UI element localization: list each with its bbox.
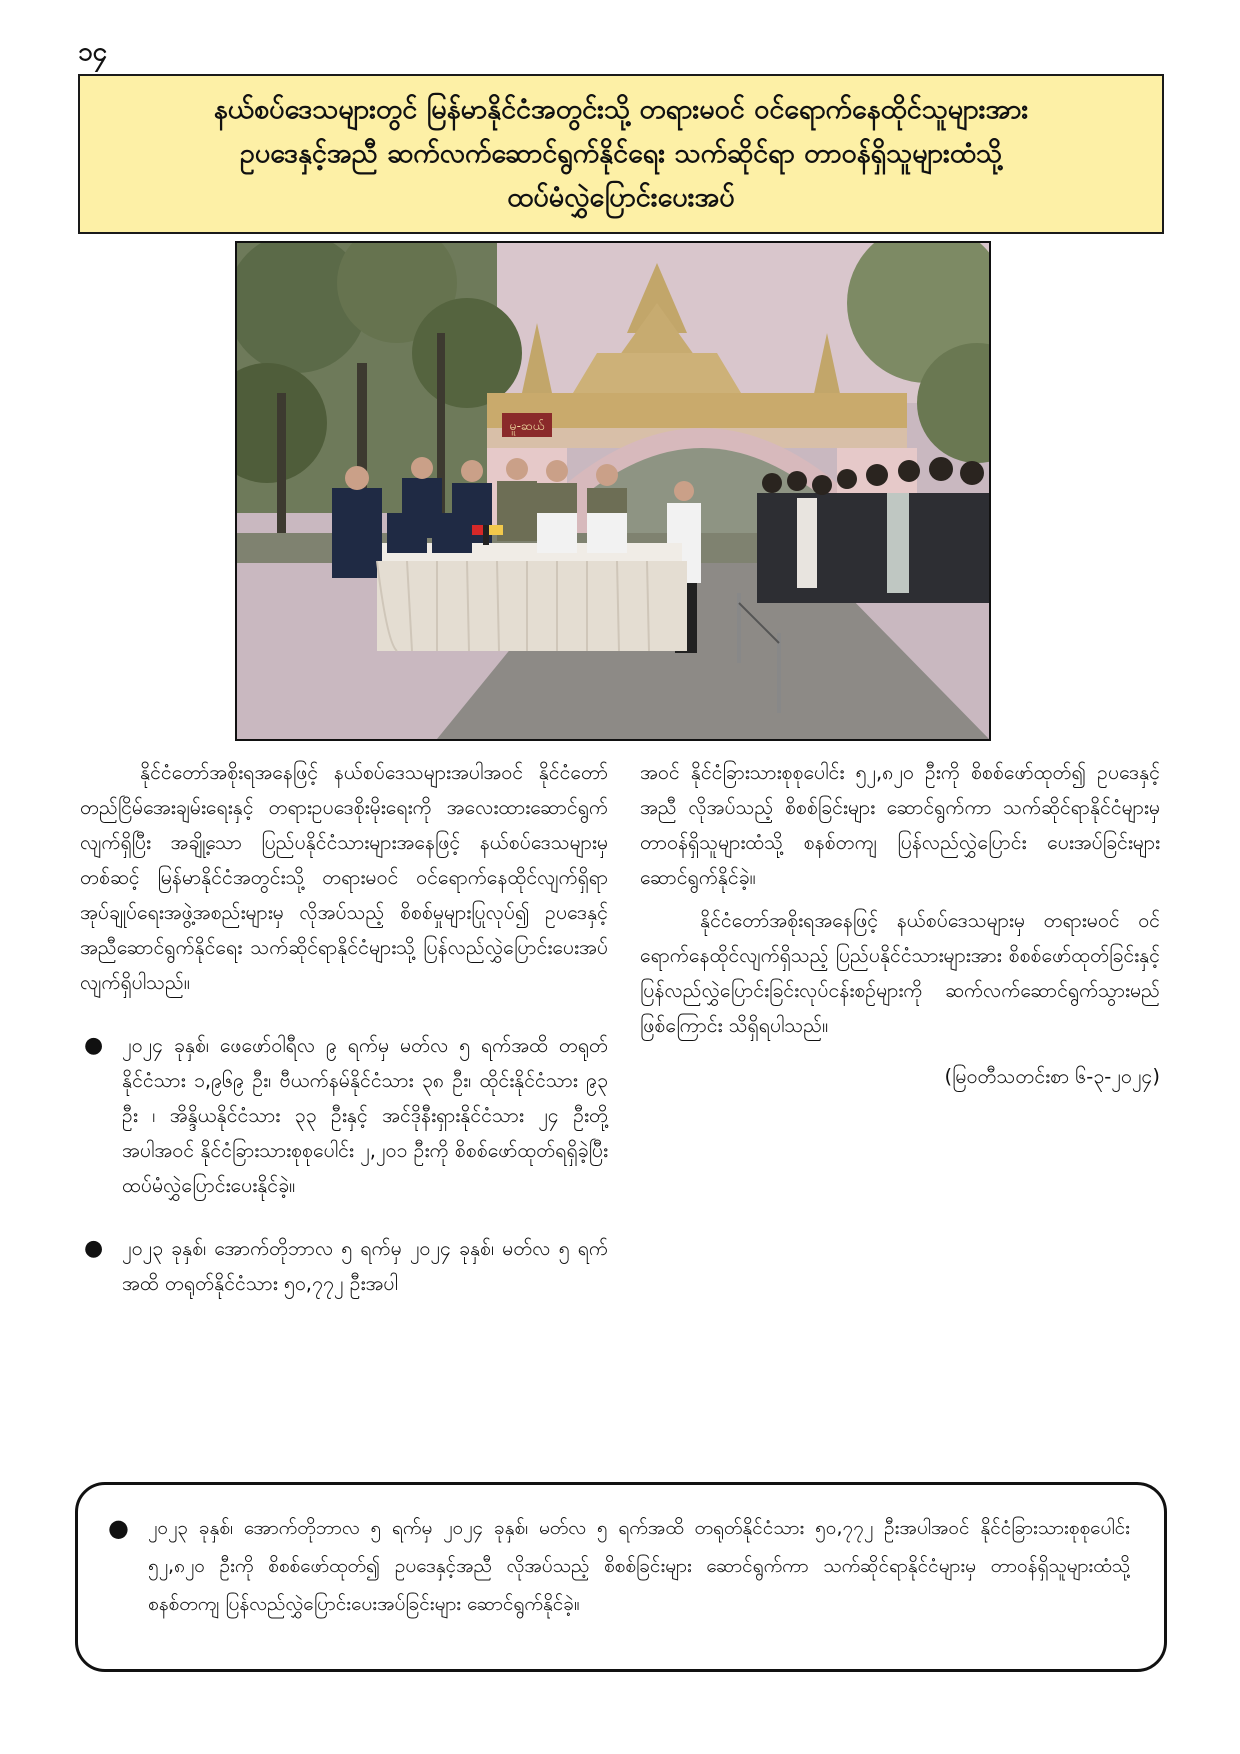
intro-paragraph: နိုင်ငံတော်အစိုးရအနေဖြင့် နယ်စပ်ဒေသများအပါအဝင် နိုင်ငံတော်တည်ငြိမ်အေးချမ်းရေးနှင့် တရားဥပဒေစိုးမိုးရေးကို အလေးထားဆောင်ရွက်လျက်ရှိပြီး အချို့သော ပြည်ပနိုင်ငံသားများအနေဖြင့် နယ်စပ်ဒေသများမှတစ်ဆင့် မြန်မာနိုင်ငံအတွင်းသို့ တရားမဝင် ဝင်ရောက်နေထိုင်လျက်ရှိရာ အုပ်ချုပ်ရေးအဖွဲ့အစည်းများမှ လိုအပ်သည့် စိစစ်မှုများပြုလုပ်၍ ဥပဒေနှင့်အညီဆောင်ရွက်နိုင်ရေး သက်ဆိုင်ရာနိုင်ငံများသို့ ပြန်လည်လွှဲပြောင်းပေးအပ်လျက်ရှိပါသည်။: [80, 761, 608, 994]
left-column: [80, 755, 608, 1301]
headline-line-3: ထပ်မံလွှဲပြောင်းပေးအပ်: [507, 182, 735, 213]
handover-ceremony-photo: [235, 241, 991, 741]
source-citation: (မြဝတီသတင်းစာ ၆-၃-၂၀၂၄): [944, 1065, 1160, 1088]
list-item: [80, 1231, 608, 1301]
bullet-icon: ●: [108, 1514, 129, 1542]
bullet-icon: ●: [84, 1236, 104, 1261]
gate-sign: မူ-ဆယ်: [509, 419, 545, 433]
closing-paragraph: နိုင်ငံတော်အစိုးရအနေဖြင့် နယ်စပ်ဒေသများမှ တရားမဝင် ဝင်ရောက်နေထိုင်လျက်ရှိသည့် ပြည်ပနိုင်ငံသားများအား စိစစ်ဖော်ထုတ်ခြင်းနှင့် ပြန်လည်လွှဲပြောင်းခြင်းလုပ်ငန်းစဉ်များကို ဆက်လက်ဆောင်ရွက်သွားမည်ဖြစ်ကြောင်း သိရှိရပါသည်။: [640, 909, 1160, 1037]
summary-text: ၂၀၂၃ ခုနှစ်၊ အောက်တိုဘာလ ၅ ရက်မှ ၂၀၂၄ ခုနှစ်၊ မတ်လ ၅ ရက်အထိ တရုတ်နိုင်ငံသား ၅၀,၇၇၂ ဦးအပါအဝင် နိုင်ငံခြားသားစုစုပေါင်း ၅၂,၈၂၀ ဦးကို စိစစ်ဖော်ထုတ်၍ ဥပဒေနှင့်အညီ လိုအပ်သည့် စိစစ်ခြင်းများ ဆောင်ရွက်ကာ သက်ဆိုင်ရာနိုင်ငံများမှ တာဝန်ရှိသူများထံသို့ စနစ်တကျ ပြန်လည်လွှဲပြောင်းပေးအပ်ခြင်းများ ဆောင်ရွက်နိုင်ခဲ့။: [148, 1517, 1130, 1615]
continuation-paragraph: အဝင် နိုင်ငံခြားသားစုစုပေါင်း ၅၂,၈၂၀ ဦးကို စိစစ်ဖော်ထုတ်၍ ဥပဒေနှင့်အညီ လိုအပ်သည့် စိစစ်ခြင်းများ ဆောင်ရွက်ကာ သက်ဆိုင်ရာနိုင်ငံများမှ တာဝန်ရှိသူများထံသို့ စနစ်တကျ ပြန်လည်လွှဲပြောင်း ပေးအပ်ခြင်းများ ဆောင်ရွက်နိုင်ခဲ့။: [640, 761, 1160, 889]
summary-box: [75, 1482, 1167, 1672]
list-item: [80, 1028, 608, 1203]
headline-box: [78, 74, 1164, 234]
headline-line-2: ဥပဒေနှင့်အညီ ဆက်လက်ဆောင်ရွက်နိုင်ရေး သက်ဆိုင်ရာ တာဝန်ရှိသူများထံသို့: [239, 138, 1003, 169]
bullet-text: ၂၀၂၃ ခုနှစ်၊ အောက်တိုဘာလ ၅ ရက်မှ ၂၀၂၄ ခုနှစ်၊ မတ်လ ၅ ရက်အထိ တရုတ်နိုင်ငံသား ၅၀,၇၇၂ ဦးအပါ: [122, 1237, 608, 1295]
right-column: [640, 755, 1160, 1094]
page-number: ၁၄: [78, 37, 108, 67]
bullet-icon: ●: [84, 1033, 104, 1058]
bullet-text: ၂၀၂၄ ခုနှစ်၊ ဖေဖော်ဝါရီလ ၉ ရက်မှ မတ်လ ၅ ရက်အထိ တရုတ်နိုင်ငံသား ၁,၉၆၉ ဦး၊ ဗီယက်နမ်နိုင်ငံသား ၃၈ ဦး၊ ထိုင်းနိုင်ငံသား ၉၃ ဦး ၊ အိန္ဒိယနိုင်ငံသား ၃၃ ဦးနှင့် အင်ဒိုနီးရှားနိုင်ငံသား ၂၄ ဦးတို့ အပါအဝင် နိုင်ငံခြားသားစုစုပေါင်း ၂,၂၀၁ ဦးကို စိစစ်ဖော်ထုတ်ရရှိခဲ့ပြီး ထပ်မံလွှဲပြောင်းပေးနိုင်ခဲ့။: [122, 1034, 608, 1197]
photo-illustration: [237, 243, 989, 739]
headline-line-1: နယ်စပ်ဒေသများတွင် မြန်မာနိုင်ငံအတွင်းသို့ တရားမဝင် ဝင်ရောက်နေထိုင်သူများအား: [213, 94, 1029, 125]
